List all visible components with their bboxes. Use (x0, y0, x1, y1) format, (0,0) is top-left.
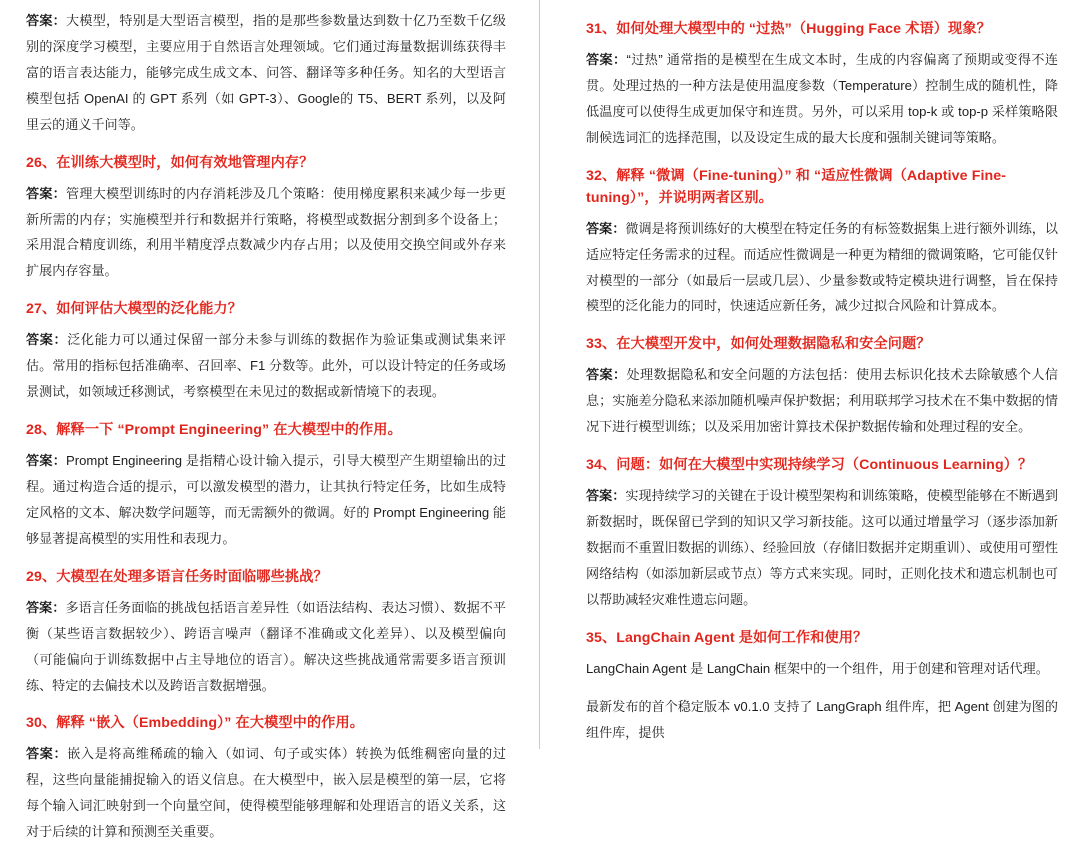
question-title-26: 26、在训练大模型时，如何有效地管理内存？ (26, 154, 314, 171)
question-title-33: 33、在大模型开发中，如何处理数据隐私和安全问题？ (586, 336, 931, 353)
answer-paragraph-26 (26, 181, 506, 285)
qa-block-30 (26, 712, 506, 845)
answer-label: 答案： (586, 488, 626, 504)
qa-block-35 (586, 627, 1058, 746)
answer-paragraph-28 (26, 448, 506, 552)
answer-label: 答案： (26, 746, 68, 762)
answer-paragraph-31 (586, 47, 1058, 151)
answer-paragraph (26, 8, 506, 138)
qa-block-26 (26, 152, 506, 285)
question-title-35: 35、LangChain Agent 是如何工作和使用？ (586, 629, 868, 646)
question-title-27: 27、如何评估大模型的泛化能力？ (26, 301, 243, 318)
qa-block-27 (26, 298, 506, 405)
left-column (0, 0, 540, 840)
answer-text: 处理数据隐私和安全问题的方法包括：使用去标识化技术去除敏感个人信息；实施差分隐私来添加随机噪声保护数据；利用联邦学习技术在不集中数据的情况下进行模型训练；以及采用加密计算技术保护数据传输和处理过程的安全。 (586, 367, 1059, 435)
answer-label: 答案： (26, 599, 66, 615)
answer-label: 答案： (26, 453, 67, 469)
answer-text: 实现持续学习的关键在于设计模型架构和训练策略，使模型能够在不断遇到新数据时，既保留已学到的知识又学习新技能。这可以通过增量学习（逐步添加新数据而不重置旧数据的训练）、经验回放（存储旧数据并定期重训）、或使用可塑性网络结构（如添加新层或节点）等方式来实现。同时，正则化技术和遗忘机制也可以帮助减轻灾难性遗忘问题。 (586, 488, 1059, 607)
right-column (540, 0, 1080, 749)
answer-paragraph-35-1: LangChain Agent 是 LangChain 框架中的一个组件，用于创建和管理对话代理。 (586, 660, 1049, 676)
answer-label: 答案： (586, 220, 626, 236)
answer-paragraph-27 (26, 327, 506, 405)
answer-label: 答案： (586, 367, 627, 383)
qa-block-28 (26, 419, 506, 552)
answer-label: 答案： (26, 13, 67, 28)
answer-text: Prompt Engineering 是指精心设计输入提示，引导大模型产生期望输出的过程。通过构造合适的提示，可以激发模型的潜力，让其执行特定任务，比如生成特定风格的文本、解决数学问题等，而无需额外的微调。好的 Prompt Engineering 能够显著提高模型的实用性和表现力。 (26, 453, 506, 546)
answer-paragraph-32 (586, 216, 1058, 320)
qa-block-29 (26, 566, 506, 699)
answer-text: 多语言任务面临的挑战包括语言差异性（如语法结构、表达习惯）、数据不平衡（某些语言数据较少）、跨语言噪声（翻译不准确或文化差异）、以及模型偏向（可能偏向于训练数据中占主导地位的语言）。解决这些挑战通常需要多语言预训练、特定的去偏技术以及跨语言数据增强。 (26, 599, 507, 693)
qa-block-32 (586, 165, 1058, 320)
question-title-31: 31、如何处理大模型中的 “过热”（Hugging Face 术语）现象？ (586, 21, 991, 37)
question-title-29: 29、大模型在处理多语言任务时面临哪些挑战？ (26, 568, 328, 585)
answer-label: 答案： (586, 52, 627, 67)
question-title-28: 28、解释一下 “Prompt Engineering” 在大模型中的作用。 (26, 422, 402, 439)
answer-text: 嵌入是将高维稀疏的输入（如词、句子或实体）转换为低维稠密向量的过程，这些向量能捕捉输入的语义信息。在大模型中，嵌入层是模型的第一层，它将每个输入词汇映射到一个向量空间，使得模型能够理解和处理语言的语义关系，这对于后续的计算和预测至关重要。 (26, 746, 507, 840)
qa-block-33 (586, 333, 1058, 440)
question-title-34: 34、问题：如何在大模型中实现持续学习（Continuous Learning）？ (586, 457, 1033, 474)
answer-paragraph-34 (586, 483, 1058, 613)
qa-block-34 (586, 454, 1058, 613)
question-title-30: 30、解释 “嵌入（Embedding）” 在大模型中的作用。 (26, 715, 365, 732)
answer-paragraph-30 (26, 741, 506, 845)
answer-paragraph-29 (26, 595, 506, 699)
answer-text: 泛化能力可以通过保留一部分未参与训练的数据作为验证集或测试集来评估。常用的指标包括准确率、召回率、F1 分数等。此外，可以设计特定的任务或场景测试，如领域迁移测试，考察模型在未见过的数据或新情境下的表现。 (26, 332, 507, 400)
right-column-top-spacer (586, 8, 1058, 18)
answer-text: 微调是将预训练好的大模型在特定任务的有标签数据集上进行额外训练，以适应特定任务需求的过程。而适应性微调是一种更为精细的微调策略，它可能仅针对模型的一部分（如最后一层或几层）、少量参数或特定模块进行调整，旨在保持模型的泛化能力的同时，快速适应新任务，减少过拟合风险和计算成本。 (586, 220, 1059, 314)
column-divider (539, 0, 540, 749)
answer-continuation-block (26, 8, 506, 138)
qa-block-31 (586, 18, 1058, 151)
answer-text: 大模型，特别是大型语言模型，指的是那些参数量达到数十亿乃至数千亿级别的深度学习模型，主要应用于自然语言处理领域。它们通过海量数据训练获得丰富的语言表达能力，能够完成生成文本、问答、翻译等多种任务。知名的大型语言模型包括 OpenAI 的 GPT 系列（如 GPT-3）、Google的 T5、BERT 系列，以及阿里云的通义千问等。 (26, 13, 507, 132)
answer-text: 管理大模型训练时的内存消耗涉及几个策略：使用梯度累积来减少每一步更新所需的内存；实施模型并行和数据并行策略，将模型或数据分割到多个设备上；采用混合精度训练，利用半精度浮点数减少内存占用；以及使用交换空间或外存来扩展内存容量。 (26, 185, 507, 279)
question-title-32: 32、解释 “微调（Fine-tuning）” 和 “适应性微调（Adaptive Fine-tuning）”，并说明两者区别。 (586, 167, 1007, 206)
answer-paragraph-33 (586, 362, 1058, 440)
answer-label: 答案： (26, 185, 67, 201)
answer-paragraph-35-2: 最新发布的首个稳定版本 v0.1.0 支持了 LangGraph 组件库，把 Agent 创建为图的组件库，提供 (586, 698, 1058, 740)
answer-label: 答案： (26, 332, 68, 348)
answer-text: “过热” 通常指的是模型在生成文本时，生成的内容偏离了预期或变得不连贯。处理过热的一种方法是使用温度参数（Temperature）控制生成的随机性，降低温度可以使得生成更加保守和连贯。另外，可以采用 top-k 或 top-p 采样策略限制候选词汇的选择范围，以及设定生成的最大长度和强制关键词等策略。 (586, 52, 1059, 145)
